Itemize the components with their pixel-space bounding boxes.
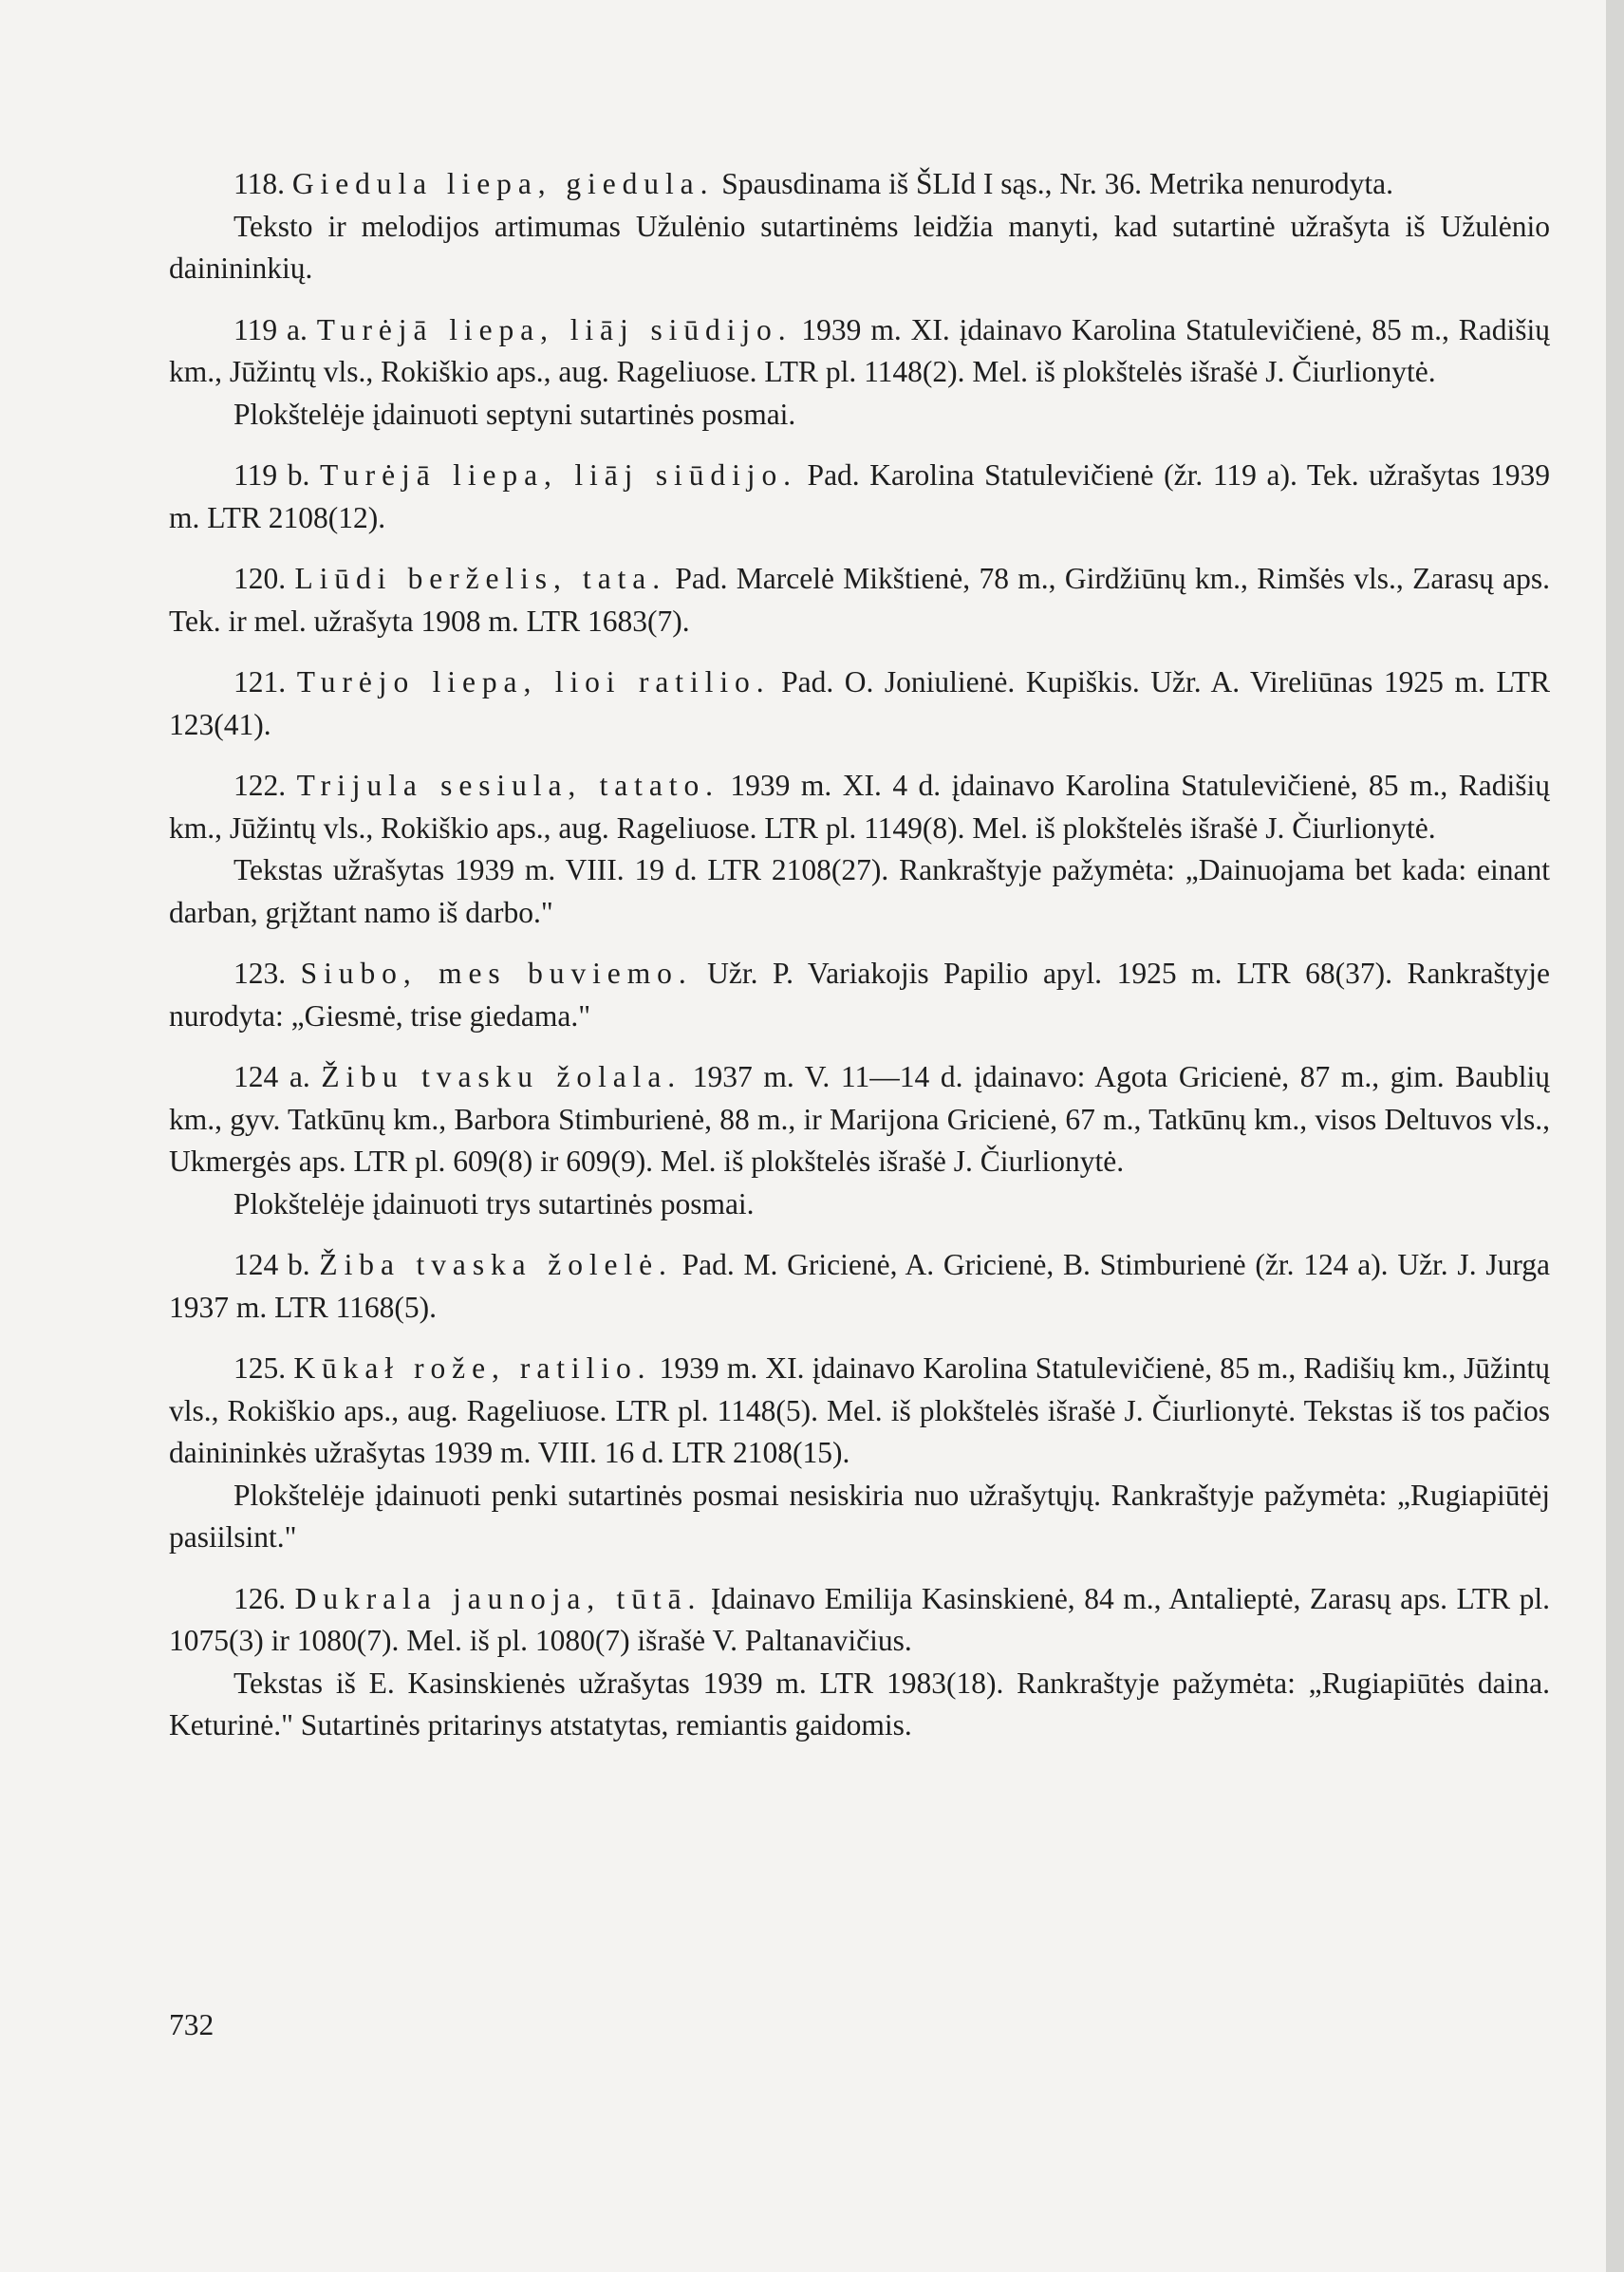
note-text: 1939 m. XI. įdainavo Karolina Statulevičienė, 85 m., Radišių km., Jūžintų vls., Rokiškio aps., aug. Rageliuose. LTR pl. 1148(2). Mel. iš plokštelės išrašė J. Čiurlionytė.	[169, 312, 1550, 388]
note-paragraph	[169, 765, 1550, 849]
song-title: Liūdi berželis, tata.	[294, 562, 667, 595]
note-paragraph	[169, 163, 1550, 206]
note-text: Užr. P. Variakojis Papilio apyl. 1925 m. LTR 68(37). Rankraštyje nurodyta: „Giesmė, trise giedama."	[169, 957, 1550, 1033]
note-number: 125.	[233, 1351, 294, 1385]
note-text: Plokštelėje įdainuoti trys sutartinės posmai.	[233, 1186, 755, 1220]
note-text: Plokštelėje įdainuoti septyni sutartinės posmai.	[233, 397, 796, 431]
note-entry	[169, 1578, 1550, 1747]
note-number: 120.	[233, 562, 295, 595]
page-edge	[1606, 0, 1624, 2272]
note-entry	[169, 765, 1550, 934]
note-text: 1939 m. XI. įdainavo Karolina Statulevičienė, 85 m., Radišių km., Jūžintų vls., Rokiškio aps., aug. Rageliuose. LTR pl. 1148(5). Mel. iš plokštelės išrašė J. Čiurlionytė. Tekstas iš tos pačios dainininkės užrašytas 1939 m. VIII. 16 d. LTR 2108(15).	[169, 1351, 1551, 1469]
note-continuation-paragraph	[169, 849, 1550, 934]
note-text: Įdainavo Emilija Kasinskienė, 84 m., Antalieptė, Zarasų aps. LTR pl. 1075(3) ir 1080(7). Mel. iš pl. 1080(7) išrašė V. Paltanavičius.	[169, 1581, 1550, 1657]
note-number: 126.	[233, 1581, 295, 1615]
note-text: 1939 m. XI. 4 d. įdainavo Karolina Statulevičienė, 85 m., Radišių km., Jūžintų vls., Rokiškio aps., aug. Rageliuose. LTR pl. 1149(8). Mel. iš plokštelės išrašė J. Čiurlionytė.	[169, 769, 1550, 845]
note-entry	[169, 1056, 1550, 1225]
note-paragraph	[169, 558, 1550, 642]
note-text: Teksto ir melodijos artimumas Užulėnio sutartinėms leidžia manyti, kad sutartinė užrašyta iš Užulėnio dainininkių.	[169, 209, 1550, 285]
note-entry	[169, 455, 1550, 539]
note-number: 119 b.	[233, 458, 320, 492]
page-number: 732	[169, 2008, 215, 2041]
note-text: Pad. Karolina Statulevičienė (žr. 119 a). Tek. užrašytas 1939 m. LTR 2108(12).	[169, 458, 1550, 534]
note-continuation-paragraph	[169, 1183, 1550, 1226]
note-paragraph	[169, 1578, 1550, 1663]
note-text: Tekstas užrašytas 1939 m. VIII. 19 d. LTR 2108(27). Rankraštyje pažymėta: „Dainuojama bet kada: einant darban, grįžtant namo iš darbo."	[169, 853, 1550, 929]
note-paragraph	[169, 1244, 1550, 1329]
song-title: Turėjo liepa, lioi ratilio.	[296, 665, 771, 698]
song-title: Žiba tvaska žolelė.	[319, 1248, 673, 1281]
note-paragraph	[169, 455, 1550, 539]
note-number: 118.	[233, 167, 292, 200]
note-number: 124 b.	[233, 1248, 320, 1281]
note-paragraph	[169, 1056, 1550, 1183]
note-entry	[169, 309, 1550, 437]
note-entry	[169, 1348, 1550, 1559]
note-text: Pad. M. Gricienė, A. Gricienė, B. Stimburienė (žr. 124 a). Užr. J. Jurga 1937 m. LTR 1168(5).	[169, 1248, 1550, 1324]
note-number: 119 a.	[233, 312, 317, 346]
note-text: 1937 m. V. 11—14 d. įdainavo: Agota Gricienė, 87 m., gim. Baublių km., gyv. Tatkūnų km., Barbora Stimburienė, 88 m., ir Marijona Gricienė, 67 m., Tatkūnų km., visos Deltuvos vls., Ukmergės aps. LTR pl. 609(8) ir 609(9). Mel. iš plokštelės išrašė J. Čiurlionytė.	[169, 1060, 1550, 1178]
song-title: Turėjā liepa, liāj siūdijo.	[316, 312, 793, 346]
note-paragraph	[169, 953, 1550, 1037]
note-entry	[169, 163, 1550, 290]
note-continuation-paragraph	[169, 206, 1550, 290]
note-paragraph	[169, 1348, 1550, 1475]
note-continuation-paragraph	[169, 1475, 1550, 1559]
note-entry	[169, 1244, 1550, 1329]
notes-text-block	[169, 163, 1550, 1766]
note-entry	[169, 953, 1550, 1037]
note-text: Pad. Marcelė Mikštienė, 78 m., Girdžiūnų km., Rimšės vls., Zarasų aps. Tek. ir mel. užrašyta 1908 m. LTR 1683(7).	[169, 562, 1551, 638]
note-number: 123.	[233, 957, 301, 990]
note-text: Spausdinama iš ŠLId I sąs., Nr. 36. Metrika nenurodyta.	[714, 167, 1394, 200]
note-continuation-paragraph	[169, 1663, 1550, 1747]
note-number: 124 a.	[233, 1060, 322, 1093]
song-title: Žibu tvasku žolala.	[321, 1060, 682, 1093]
song-title: Turėjā liepa, liāj siūdijo.	[319, 458, 797, 492]
song-title: Dukrala jaunoja, tūtā.	[294, 1581, 702, 1615]
song-title: Kūkał rože, ratilio.	[293, 1351, 652, 1385]
song-title: Giedula liepa, giedula.	[291, 167, 715, 200]
note-number: 121.	[233, 665, 297, 698]
note-paragraph	[169, 309, 1550, 394]
note-entry	[169, 661, 1550, 746]
song-title: Siubo, mes buviemo.	[300, 957, 693, 990]
note-entry	[169, 558, 1550, 642]
song-title: Trijula sesiula, tatato.	[296, 769, 719, 802]
note-text: Tekstas iš E. Kasinskienės užrašytas 1939 m. LTR 1983(18). Rankraštyje pažymėta: „Rugiapiūtės daina. Keturinė." Sutartinės pritarinys atstatytas, remiantis gaidomis.	[169, 1666, 1550, 1741]
note-number: 122.	[233, 769, 297, 802]
note-text: Pad. O. Joniulienė. Kupiškis. Užr. A. Vireliūnas 1925 m. LTR 123(41).	[169, 665, 1551, 741]
note-text: Plokštelėje įdainuoti penki sutartinės posmai nesiskiria nuo užrašytųjų. Rankraštyje pažymėta: „Rugiapiūtėj pasiilsint."	[169, 1478, 1550, 1554]
note-paragraph	[169, 661, 1550, 746]
note-continuation-paragraph	[169, 394, 1550, 437]
